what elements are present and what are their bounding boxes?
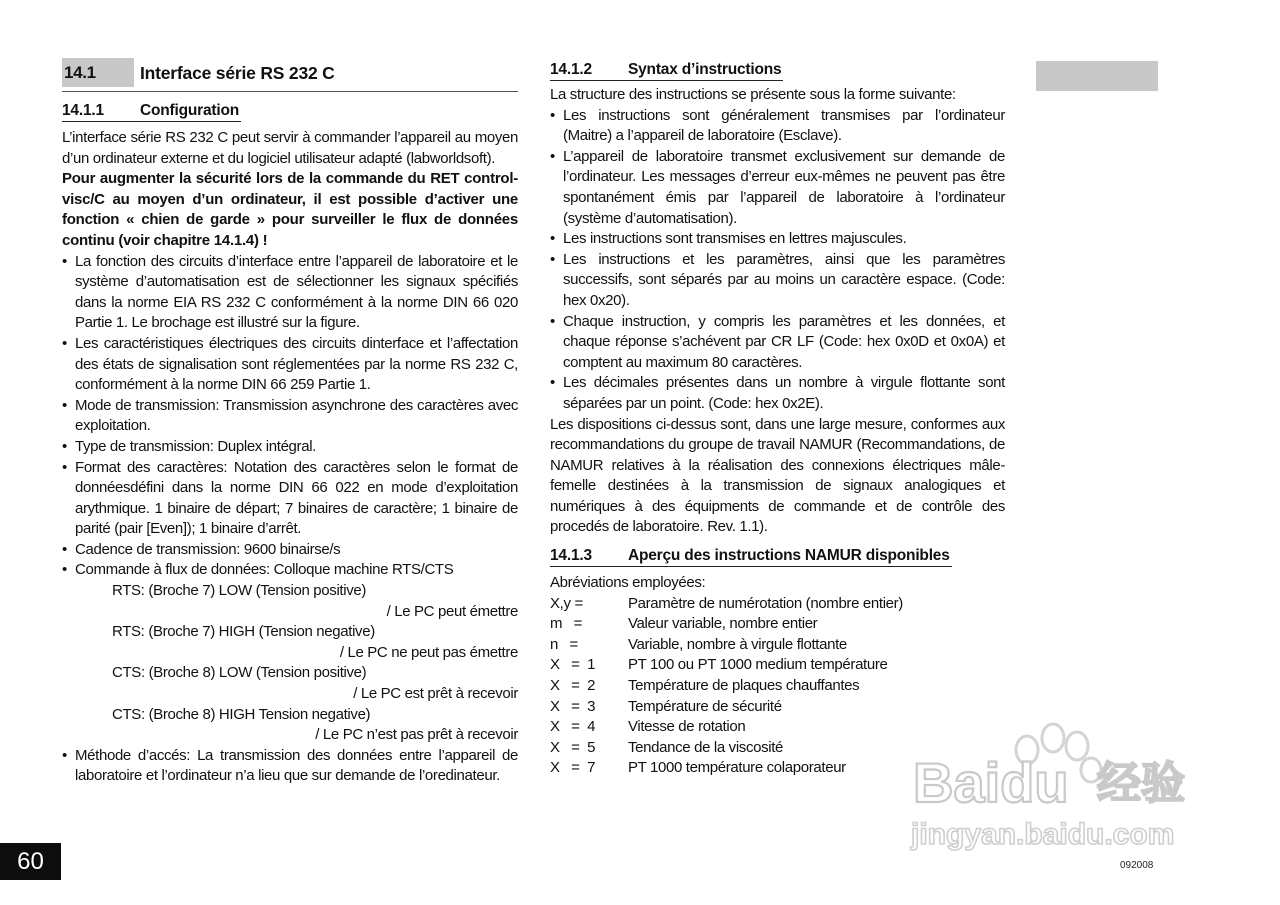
abbrev-key: X = 2	[550, 677, 596, 695]
section-number: 14.1	[62, 58, 134, 87]
list-item: • Type de transmission: Duplex intégral.	[62, 437, 518, 458]
signal-line: RTS: (Broche 7) LOW (Tension positive)	[112, 582, 367, 600]
abbrev-desc: Température de plaques chauffantes	[628, 677, 860, 695]
abbrev-desc: PT 1000 température colaporateur	[628, 759, 846, 777]
list-item: • Commande à flux de données: Colloque machine RTS/CTS	[62, 560, 518, 581]
abbrev-desc: Vitesse de rotation	[628, 718, 746, 736]
abbrev-key: X = 4	[550, 718, 596, 736]
section-title: Interface série RS 232 C	[140, 63, 335, 83]
config-heading	[62, 100, 241, 122]
baidu-watermark	[905, 710, 1210, 860]
overview-heading	[550, 545, 952, 567]
signal-line: CTS: (Broche 8) HIGH Tension negative)	[112, 705, 371, 723]
abbrev-key: X,y =	[550, 594, 583, 612]
signal-note: / Le PC ne peut pas émettre	[339, 643, 518, 661]
signal-line: CTS: (Broche 8) LOW (Tension positive)	[112, 664, 367, 682]
syntax-title: Syntax d’instructions	[628, 61, 782, 78]
syntax-number: 14.1.2	[550, 61, 592, 78]
table-row	[550, 614, 1005, 635]
table-row	[550, 635, 1005, 656]
config-intro: L’interface série RS 232 C peut servir à commander l’appareil au moyen d’un ordinateur externe et du logiciel utilisateur adapté (labworldsoft).	[62, 129, 518, 167]
list-item: • Chaque instruction, y compris les paramètres et les données, et chaque réponse s’achévent par CR LF (Code: hex 0x0D et 0x0A) et comptent au maximum 80 caractères.	[550, 312, 1005, 374]
left-column	[62, 58, 518, 787]
abbrev-desc: Paramètre de numérotation (nombre entier)	[628, 594, 903, 612]
right-column	[550, 58, 1005, 779]
list-item: • La fonction des circuits d’interface entre l’appareil de laboratoire et le système d’automatisation est de sélectionner les signaux spécifiés dans la norme EIA RS 232 C conformément à la norme DIN 66 020 Partie 1. Le brochage est illustré sur la figure.	[62, 252, 518, 334]
page-number: 60	[0, 843, 61, 880]
syntax-closing: Les dispositions ci-dessus sont, dans une large mesure, conformes aux recommandations du groupe de travail NAMUR (Recommandations, de NAMUR relatives à la réalisation des connexions électriques mâle-femelle destinées à la transmission de signaux analogiques et numériques à des équipments de commande et de contrôle des procedés de laboratoire. Rev. 1.1).	[550, 415, 1005, 536]
watermark-url: jingyan.baidu.com	[911, 818, 1175, 851]
config-bold-note: Pour augmenter la sécurité lors de la commande du RET control-visc/C au moyen d’un ordinateur, il est possible d’activer une fonction « chien de garde » pour surveiller le flux de données continu (voir chapitre 14.1.4) !	[62, 170, 518, 249]
abbrev-key: X = 3	[550, 697, 596, 715]
abbrev-key: X = 7	[550, 759, 596, 777]
config-number: 14.1.1	[62, 102, 104, 119]
abbrev-desc: Valeur variable, nombre entier	[628, 615, 818, 633]
abbreviations-intro: Abréviations employées:	[550, 574, 706, 592]
abbrev-desc: PT 100 ou PT 1000 medium température	[628, 656, 888, 674]
abbrev-key: X = 1	[550, 656, 596, 674]
list-item: • Les instructions sont généralement transmises par l’ordinateur (Maitre) a l’appareil de laboratoire (Esclave).	[550, 106, 1005, 147]
document-code: 092008	[1120, 860, 1154, 871]
list-item: • Les instructions et les paramètres, ainsi que les paramètres successifs, sont séparés par au moins un caractère espace. (Code: hex 0x20).	[550, 250, 1005, 312]
list-item: • L’appareil de laboratoire transmet exclusivement sur demande de l’ordinateur. Les messages d’erreur eux-mêmes ne peuvent pas être spontanément émis par l’appareil de laboratoire à l’ordinateur (système d’automatisation).	[550, 147, 1005, 229]
list-item: • Cadence de transmission: 9600 binairse/s	[62, 540, 518, 561]
list-item: • Format des caractères: Notation des caractères selon le format de donnéesdéfini dans la norme DIN 66 022 en mode d’exploitation arythmique. 1 binaire de départ; 7 binaires de caractère; 1 binaire de parité (pair [Even]); 1 binaire d’arrêt.	[62, 458, 518, 540]
table-row	[550, 655, 1005, 676]
list-item: • Les instructions sont transmises en lettres majuscules.	[550, 229, 1005, 250]
section-heading	[62, 58, 518, 92]
config-bullet-list	[62, 252, 518, 582]
signal-list	[62, 581, 518, 746]
section-tab-marker	[1036, 61, 1158, 91]
syntax-intro: La structure des instructions se présente sous la forme suivante:	[550, 86, 956, 103]
overview-title: Aperçu des instructions NAMUR disponibles	[628, 547, 950, 565]
abbrev-key: X = 5	[550, 738, 596, 756]
syntax-bullet-list	[550, 106, 1005, 415]
abbrev-key: m =	[550, 615, 583, 633]
config-title: Configuration	[140, 102, 239, 119]
overview-number: 14.1.3	[550, 547, 592, 565]
abbrev-key: n =	[550, 635, 578, 653]
signal-note: / Le PC est prêt à recevoir	[353, 685, 518, 703]
watermark-brand: Baidu	[913, 751, 1069, 814]
abbrev-desc: Tendance de la viscosité	[628, 738, 784, 756]
syntax-heading	[550, 59, 783, 81]
table-row	[550, 594, 1005, 615]
list-item: • Les décimales présentes dans un nombre à virgule flottante sont séparées par un point. (Code: hex 0x2E).	[550, 373, 1005, 414]
signal-note: / Le PC peut émettre	[386, 602, 518, 620]
list-item: • Mode de transmission: Transmission asynchrone des caractères avec exploitation.	[62, 396, 518, 437]
list-item: • Méthode d’accés: La transmission des données entre l’appareil de laboratoire et l’ordinateur n’a lieu que sur demande de l’oredinateur.	[62, 746, 518, 787]
config-last-bullet	[62, 746, 518, 787]
signal-note: / Le PC n’est pas prêt à recevoir	[315, 726, 518, 744]
table-row	[550, 676, 1005, 697]
watermark-cn: 经验	[1097, 758, 1185, 809]
list-item: • Les caractéristiques électriques des circuits dinterface et l’affectation des états de signalisation sont réglementées par la norme RS 232 C, conformément à la norme DIN 66 259 Partie 1.	[62, 334, 518, 396]
abbrev-desc: Température de sécurité	[628, 697, 782, 715]
abbrev-desc: Variable, nombre à virgule flottante	[628, 635, 847, 653]
signal-line: RTS: (Broche 7) HIGH (Tension negative)	[112, 623, 375, 641]
